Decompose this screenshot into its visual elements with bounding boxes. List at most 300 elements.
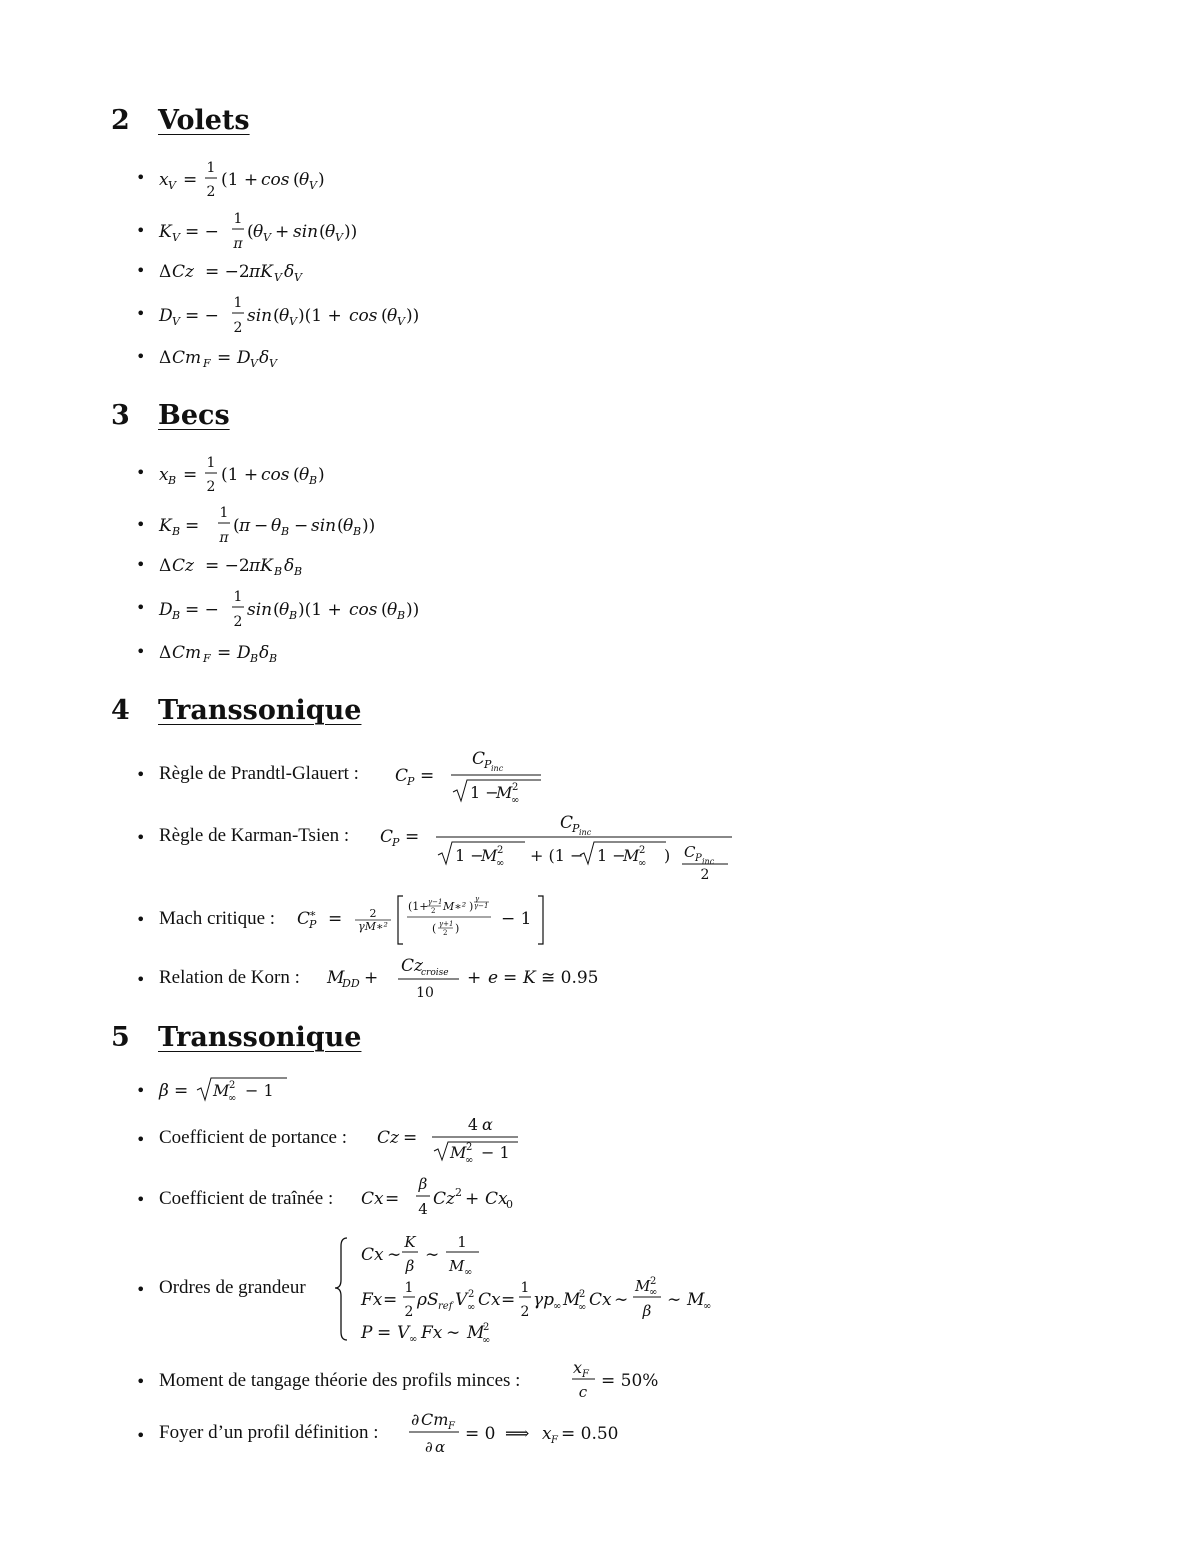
svg-text:Δ: Δ — [159, 643, 172, 663]
svg-text:=: = — [174, 1081, 189, 1101]
section-title: Transsonique — [158, 1022, 362, 1053]
svg-text:γ+1: γ+1 — [439, 920, 454, 928]
svg-text:1: 1 — [219, 505, 229, 521]
svg-text:+ (1 −: + (1 − — [530, 846, 584, 865]
svg-text:(: ( — [432, 922, 437, 935]
svg-text:Cz: Cz — [172, 262, 194, 282]
svg-text:4: 4 — [418, 1200, 428, 1218]
svg-text:− 1: − 1 — [481, 1143, 510, 1162]
svg-text:(1 +: (1 + — [221, 170, 259, 190]
section-title: Volets — [158, 105, 250, 136]
svg-text:B: B — [397, 609, 406, 622]
svg-text:D: D — [159, 600, 173, 620]
svg-text:2: 2 — [700, 867, 710, 883]
svg-text:Δ: Δ — [159, 262, 172, 282]
svg-text:V: V — [397, 315, 405, 328]
svg-text:V: V — [294, 271, 302, 284]
svg-text:Cz: Cz — [433, 1189, 455, 1209]
formula — [409, 1408, 659, 1460]
rule-label: Coefficient de portance : — [159, 1127, 347, 1148]
rule-label: Ordres de grandeur — [159, 1277, 306, 1298]
svg-text:M: M — [496, 783, 513, 802]
svg-text:2: 2 — [233, 614, 243, 630]
section-heading-transsonique — [0, 695, 1200, 731]
svg-text:Cz: Cz — [172, 556, 194, 576]
svg-text:)(1 +: )(1 + — [298, 600, 342, 620]
list-item — [0, 746, 1200, 806]
rule-label: Coefficient de traînée : — [159, 1188, 334, 1209]
formula — [159, 552, 379, 580]
svg-text:c: c — [578, 1383, 588, 1401]
svg-text:P: P — [361, 1323, 373, 1343]
svg-text:= −: = − — [185, 306, 219, 326]
svg-text:∼: ∼ — [667, 1290, 682, 1310]
svg-text:+: + — [465, 1189, 480, 1209]
svg-text:2: 2 — [520, 1304, 530, 1320]
svg-text:Cz: Cz — [401, 956, 423, 976]
svg-text:K: K — [159, 222, 172, 242]
svg-text:V: V — [309, 179, 317, 192]
svg-text:1: 1 — [233, 295, 243, 311]
svg-text:Cx: Cx — [485, 1189, 508, 1209]
svg-text:∞: ∞ — [553, 1301, 562, 1312]
svg-text:V: V — [250, 357, 258, 370]
svg-text:sin: sin — [293, 222, 319, 242]
bullet: • — [136, 304, 146, 323]
svg-text:2: 2 — [483, 1322, 490, 1333]
formula — [159, 210, 459, 250]
svg-text:2: 2 — [466, 1142, 473, 1153]
svg-text:− 1: − 1 — [245, 1081, 274, 1100]
svg-text:−: − — [294, 516, 309, 536]
formula — [159, 258, 379, 286]
svg-text:=: = — [403, 1128, 418, 1148]
svg-text:e: e — [488, 968, 499, 988]
section-title: Transsonique — [158, 695, 362, 726]
svg-text:(: ( — [247, 222, 254, 242]
svg-text:B: B — [250, 652, 259, 665]
svg-text:P: P — [695, 853, 702, 864]
svg-text:∞: ∞ — [409, 1334, 418, 1345]
svg-text:(: ( — [381, 306, 388, 326]
list-item — [0, 1174, 1200, 1222]
svg-text:M: M — [623, 846, 640, 865]
svg-text:Δ: Δ — [159, 556, 172, 576]
svg-text:x: x — [159, 465, 169, 485]
svg-text:(1+: (1+ — [408, 900, 429, 913]
svg-text:Cz: Cz — [377, 1128, 399, 1148]
bullet: • — [136, 347, 146, 366]
svg-text:1 −: 1 − — [597, 846, 626, 865]
list-item — [0, 893, 1200, 949]
svg-text:+: + — [364, 968, 379, 988]
svg-text:∼: ∼ — [446, 1323, 461, 1343]
svg-text:C: C — [380, 827, 394, 847]
svg-text:2: 2 — [206, 184, 216, 200]
svg-text:γ−1: γ−1 — [428, 898, 443, 906]
bullet: • — [136, 1130, 146, 1149]
svg-text:x: x — [159, 170, 169, 190]
svg-text:cos: cos — [349, 306, 378, 326]
svg-text:ref: ref — [438, 1301, 453, 1312]
svg-text:θ: θ — [271, 516, 282, 536]
svg-text:M: M — [563, 1290, 581, 1310]
bullet: • — [136, 642, 146, 661]
svg-text:1: 1 — [206, 455, 216, 471]
svg-text:V: V — [263, 231, 271, 244]
svg-text:2: 2 — [229, 1080, 236, 1091]
list-item — [0, 1228, 1200, 1348]
section-number: 4 — [111, 695, 130, 726]
svg-text:2: 2 — [650, 1276, 657, 1287]
svg-text:Cx: Cx — [589, 1290, 612, 1310]
svg-text:2: 2 — [443, 929, 448, 937]
svg-text:1: 1 — [233, 211, 243, 227]
rule-label: Règle de Prandtl-Glauert : — [159, 763, 359, 784]
svg-text:sin: sin — [311, 516, 337, 536]
svg-text:M: M — [481, 846, 498, 865]
section-number: 5 — [111, 1022, 130, 1053]
svg-text:∂: ∂ — [425, 1438, 433, 1456]
svg-text:Cm: Cm — [172, 643, 202, 663]
svg-text:∞: ∞ — [511, 795, 520, 806]
svg-text:≅ 0.95: ≅ 0.95 — [541, 968, 599, 988]
svg-text:M: M — [687, 1290, 705, 1310]
svg-text:F: F — [203, 652, 211, 665]
svg-text:P: P — [407, 775, 415, 788]
list-item — [0, 344, 1200, 372]
svg-text:M: M — [213, 1081, 230, 1100]
list-item — [0, 258, 1200, 286]
svg-text:cos: cos — [261, 465, 290, 485]
list-item — [0, 210, 1200, 250]
rule-label: Mach critique : — [159, 908, 276, 929]
svg-text:2: 2 — [455, 1186, 462, 1199]
svg-text:− 1: − 1 — [501, 909, 532, 929]
svg-text:= 0: = 0 — [465, 1424, 496, 1444]
svg-text:δ: δ — [284, 556, 295, 576]
svg-text:(1 +: (1 + — [221, 465, 259, 485]
svg-text:C: C — [472, 749, 486, 769]
section-title: Becs — [158, 400, 230, 431]
svg-text:D: D — [237, 348, 251, 368]
svg-text:)): )) — [406, 306, 420, 326]
svg-text:B: B — [294, 565, 303, 578]
bullet: • — [136, 1081, 146, 1100]
formula — [159, 294, 459, 334]
svg-text:∞: ∞ — [465, 1155, 474, 1166]
svg-text:γM∗²: γM∗² — [358, 920, 388, 933]
svg-text:C: C — [560, 813, 574, 833]
svg-text:=: = — [385, 1189, 400, 1209]
svg-text:(: ( — [273, 306, 280, 326]
svg-text:2: 2 — [579, 1289, 586, 1300]
svg-text:=: = — [185, 516, 200, 536]
svg-text:): ) — [469, 900, 474, 913]
list-item — [0, 160, 1200, 200]
svg-text:∞: ∞ — [638, 858, 647, 869]
svg-text:δ: δ — [284, 262, 295, 282]
svg-text:θ: θ — [387, 306, 398, 326]
svg-text:=: = — [383, 1290, 398, 1310]
svg-text:sin: sin — [247, 600, 273, 620]
svg-text:α: α — [482, 1115, 493, 1134]
svg-text:croise: croise — [421, 968, 449, 978]
svg-text:−: − — [254, 516, 269, 536]
formula — [377, 1112, 537, 1164]
bullet: • — [136, 598, 146, 617]
svg-text:θ: θ — [343, 516, 354, 536]
svg-text:θ: θ — [325, 222, 336, 242]
svg-text:∂: ∂ — [411, 1410, 420, 1429]
svg-text:γ: γ — [475, 895, 480, 903]
svg-text:K: K — [404, 1233, 416, 1251]
svg-text:P: P — [392, 836, 400, 849]
bullet: • — [136, 765, 146, 784]
svg-text:2: 2 — [468, 1289, 475, 1300]
list-item — [0, 1408, 1200, 1460]
list-item — [0, 504, 1200, 544]
svg-text:B: B — [289, 609, 298, 622]
formula — [159, 1074, 359, 1106]
svg-text:∼: ∼ — [387, 1245, 402, 1265]
svg-text:): ) — [664, 846, 671, 865]
svg-text:P: P — [572, 822, 580, 835]
svg-text:C: C — [395, 766, 409, 786]
svg-text:V: V — [172, 315, 180, 328]
svg-text:(: ( — [319, 222, 326, 242]
svg-text:4: 4 — [467, 1115, 479, 1134]
svg-text:θ: θ — [299, 465, 310, 485]
svg-text:(: ( — [381, 600, 388, 620]
svg-text:Cm: Cm — [421, 1410, 449, 1429]
svg-text:Cx: Cx — [361, 1189, 384, 1209]
svg-text:(: ( — [293, 465, 300, 485]
svg-text:x: x — [573, 1358, 583, 1377]
svg-text:F: F — [203, 357, 211, 370]
svg-text:)): )) — [406, 600, 420, 620]
svg-text:=: = — [183, 465, 198, 485]
svg-text:1: 1 — [233, 589, 243, 605]
svg-text:β: β — [418, 1175, 428, 1193]
list-item — [0, 294, 1200, 334]
svg-text:B: B — [281, 525, 290, 538]
formula — [571, 1356, 691, 1404]
svg-text:∞: ∞ — [496, 858, 505, 869]
bullet: • — [136, 1372, 146, 1391]
svg-text:2: 2 — [431, 907, 436, 915]
svg-text:∞: ∞ — [703, 1301, 712, 1312]
svg-text:D: D — [159, 306, 173, 326]
svg-text:Fx: Fx — [361, 1290, 383, 1310]
svg-text:F: F — [582, 1369, 589, 1380]
section-heading-becs — [0, 400, 1200, 436]
svg-text:2: 2 — [369, 907, 377, 920]
svg-text:): ) — [318, 465, 325, 485]
svg-text:β: β — [642, 1302, 652, 1320]
svg-text:1: 1 — [206, 160, 216, 176]
svg-text:θ: θ — [253, 222, 264, 242]
svg-text:cos: cos — [261, 170, 290, 190]
svg-text:α: α — [435, 1438, 446, 1456]
svg-text:=: = — [217, 348, 232, 368]
svg-text:M: M — [450, 1143, 467, 1162]
svg-text:Cm: Cm — [172, 348, 202, 368]
svg-text:⟹: ⟹ — [505, 1424, 530, 1444]
svg-text:F: F — [551, 1435, 558, 1446]
bullet: • — [136, 1426, 146, 1445]
svg-text:10: 10 — [416, 985, 434, 1001]
svg-text:=: = — [405, 827, 420, 847]
svg-text:V: V — [274, 271, 282, 284]
svg-text:inc: inc — [702, 857, 715, 866]
svg-text:Cx: Cx — [478, 1290, 501, 1310]
svg-text:(: ( — [337, 516, 344, 536]
list-item — [0, 639, 1200, 667]
svg-text:=: = — [217, 643, 232, 663]
svg-text:): ) — [318, 170, 325, 190]
list-item — [0, 1074, 1200, 1106]
formula — [159, 160, 419, 200]
svg-text:B: B — [168, 474, 177, 487]
svg-text:P: P — [484, 758, 492, 771]
svg-text:(: ( — [273, 600, 280, 620]
svg-text:B: B — [274, 565, 283, 578]
svg-text:V: V — [269, 357, 277, 370]
list-item — [0, 952, 1200, 1004]
formula — [380, 810, 740, 882]
svg-text:K: K — [523, 968, 536, 988]
section-heading-transsonique-2 — [0, 1022, 1200, 1058]
svg-text:δ: δ — [259, 348, 270, 368]
svg-text:=: = — [503, 968, 518, 988]
svg-text:∼: ∼ — [614, 1290, 629, 1310]
svg-text:(: ( — [293, 170, 300, 190]
section-heading-volets — [0, 105, 1200, 141]
formula — [159, 504, 459, 544]
svg-text:= −2: = −2 — [205, 262, 250, 282]
svg-text:inc: inc — [491, 764, 504, 773]
svg-text:Fx: Fx — [421, 1323, 443, 1343]
svg-text:M: M — [327, 968, 345, 988]
svg-text:B: B — [172, 609, 181, 622]
svg-text:ρS: ρS — [417, 1290, 439, 1310]
bullet: • — [136, 1280, 146, 1299]
bullet: • — [136, 515, 146, 534]
bullet: • — [136, 555, 146, 574]
svg-text:∞: ∞ — [228, 1093, 237, 1104]
svg-text:(: ( — [233, 516, 240, 536]
svg-text:∞: ∞ — [464, 1267, 473, 1278]
formula — [159, 344, 379, 372]
svg-text:M: M — [467, 1323, 485, 1343]
svg-text:K: K — [159, 516, 172, 536]
svg-text:1: 1 — [457, 1233, 467, 1251]
svg-text:=: = — [183, 170, 198, 190]
svg-text:θ: θ — [279, 600, 290, 620]
svg-text:inc: inc — [579, 828, 592, 837]
svg-text:π: π — [219, 530, 229, 546]
svg-text:δ: δ — [259, 643, 270, 663]
svg-text:sin: sin — [247, 306, 273, 326]
svg-text:= −: = − — [185, 222, 219, 242]
svg-text:+: + — [467, 968, 482, 988]
list-item — [0, 588, 1200, 628]
bullet: • — [136, 970, 146, 989]
rule-label: Foyer d’un profil définition : — [159, 1422, 379, 1443]
svg-text:= 50%: = 50% — [601, 1371, 659, 1391]
svg-text:=: = — [328, 909, 343, 929]
svg-text:V: V — [397, 1323, 410, 1343]
svg-text:C: C — [684, 843, 696, 861]
section-number: 2 — [111, 105, 130, 136]
bullet: • — [136, 828, 146, 847]
svg-text:+: + — [275, 222, 290, 242]
svg-text:πK: πK — [249, 262, 273, 282]
svg-text:)): )) — [362, 516, 376, 536]
svg-text:B: B — [269, 652, 278, 665]
svg-text:F: F — [448, 1421, 455, 1432]
svg-text:M: M — [635, 1277, 651, 1295]
list-item — [0, 810, 1200, 882]
svg-text:2: 2 — [404, 1304, 414, 1320]
list-item — [0, 552, 1200, 580]
rule-label: Moment de tangage théorie des profils minces : — [159, 1370, 521, 1391]
bullet: • — [136, 463, 146, 482]
svg-text:V: V — [455, 1290, 468, 1310]
svg-text:Δ: Δ — [159, 348, 172, 368]
svg-text:DD: DD — [342, 977, 360, 990]
svg-text:β: β — [405, 1257, 415, 1275]
svg-text:2: 2 — [233, 320, 243, 336]
svg-text:V: V — [168, 179, 176, 192]
svg-text:β: β — [159, 1081, 169, 1101]
bullet: • — [136, 261, 146, 280]
svg-text:∗: ∗ — [309, 907, 317, 920]
svg-text:B: B — [353, 525, 362, 538]
svg-text:=: = — [377, 1323, 392, 1343]
formula — [159, 455, 419, 495]
svg-text:2: 2 — [512, 782, 519, 793]
svg-text:)(1 +: )(1 + — [298, 306, 342, 326]
svg-text:cos: cos — [349, 600, 378, 620]
svg-text:= 0.50: = 0.50 — [561, 1424, 619, 1444]
svg-text:x: x — [542, 1424, 552, 1444]
svg-text:γ−1: γ−1 — [474, 902, 489, 910]
formula — [327, 952, 627, 1004]
svg-text:1 −: 1 − — [470, 783, 499, 802]
svg-text:∞: ∞ — [578, 1302, 587, 1313]
rule-label: Règle de Karman-Tsien : — [159, 825, 350, 846]
list-item — [0, 1356, 1200, 1404]
bullet: • — [136, 1190, 146, 1209]
svg-text:∞: ∞ — [482, 1335, 491, 1346]
list-item — [0, 455, 1200, 495]
list-item — [0, 1112, 1200, 1164]
svg-text:B: B — [309, 474, 318, 487]
svg-text:D: D — [237, 643, 251, 663]
svg-text:= −2: = −2 — [205, 556, 250, 576]
bullet: • — [136, 168, 146, 187]
svg-text:πK: πK — [249, 556, 273, 576]
svg-text:∼: ∼ — [425, 1245, 440, 1265]
formula — [297, 893, 597, 949]
svg-text:=: = — [501, 1290, 516, 1310]
svg-text:2: 2 — [497, 845, 504, 856]
section-number: 3 — [111, 400, 130, 431]
svg-text:1: 1 — [404, 1280, 414, 1296]
svg-text:M∗²: M∗² — [443, 900, 467, 913]
